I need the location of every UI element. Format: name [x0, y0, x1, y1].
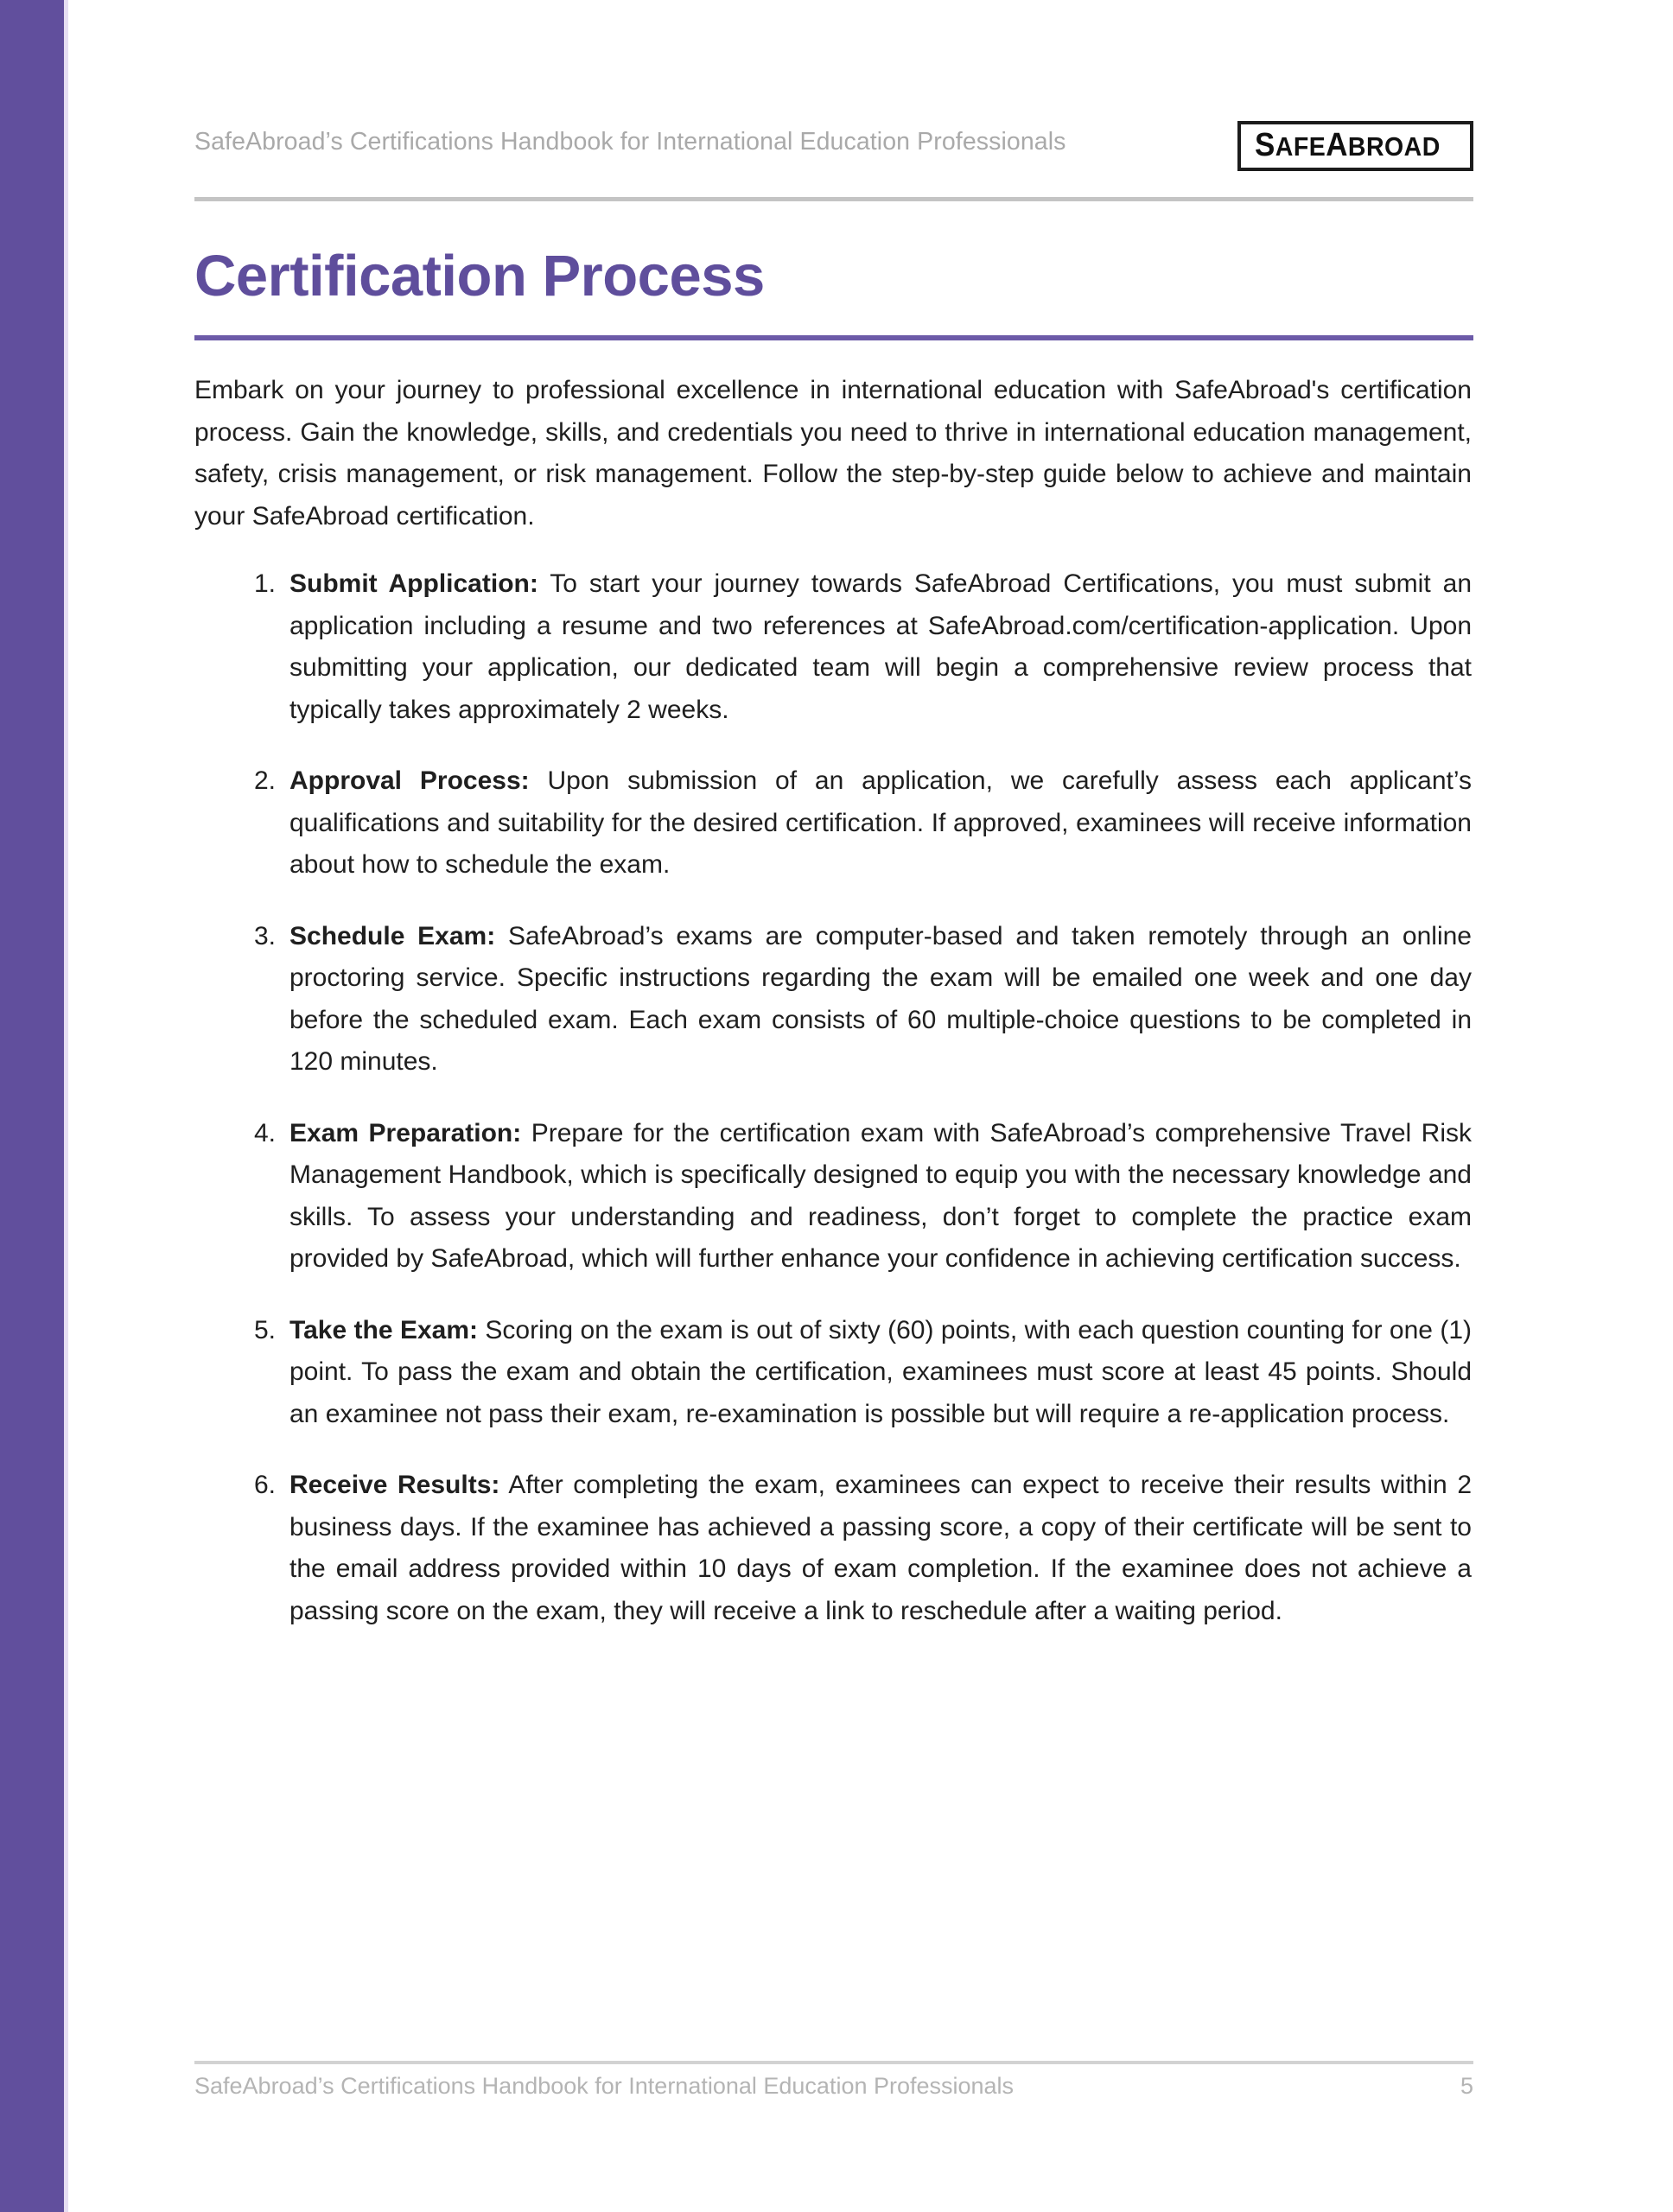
list-item-heading: Receive Results: [289, 1471, 500, 1499]
list-item-number: 6. [253, 1471, 276, 1499]
list-item-number: 4. [253, 1118, 276, 1147]
list-item-heading: Exam Preparation: [289, 1118, 522, 1147]
list-item-body [289, 1465, 1472, 1632]
list-item-number: 3. [253, 921, 276, 950]
list-item [194, 1113, 1472, 1281]
list-item-text: Scoring on the exam is out of sixty (60) points, with each question counting for one (1) point. To pass the exam and obtain the certification, examinees must score at least 45 points. Should an examinee not pass their exam, re-examination is possible but will require a re-application process. [289, 1315, 1472, 1428]
list-item-number: 5. [253, 1315, 276, 1344]
list-item-number: 1. [253, 569, 276, 598]
list-item-text: Upon submission of an application, we carefully assess each applicant’s qualifications and suitability for the desired certification. If approved, examinees will receive information about how to schedule the exam. [289, 766, 1473, 879]
list-item [194, 1310, 1472, 1436]
safeabroad-logo-text [1255, 129, 1441, 162]
list-item [194, 563, 1472, 731]
page-title: Certification Process [194, 244, 765, 308]
certification-steps-list [194, 563, 1472, 1662]
intro-paragraph: Embark on your journey to professional excellence in international education with SafeAbroad's certification process. Gain the knowledge, skills, and credentials you need to thrive in international education management, safety, crisis management, or risk management. Follow the step-by-step guide below to achieve and maintain your SafeAbroad certification. [194, 376, 1472, 531]
page-accent-bar [0, 0, 64, 2212]
logo-letter-a: A [1325, 127, 1348, 163]
list-item-body [289, 1310, 1472, 1436]
safeabroad-logo [1237, 121, 1473, 171]
list-item-text: Prepare for the certification exam with SafeAbroad’s comprehensive Travel Risk Management Handbook, which is specifically designed to equip you with the necessary knowledge and skills. To assess your understanding and readiness, don’t forget to complete the practice exam provided by SafeAbroad, which will further enhance your confidence in achieving certification success. [289, 1118, 1472, 1273]
list-item-body [289, 1113, 1472, 1281]
list-item-body [289, 760, 1472, 887]
list-item [194, 916, 1472, 1084]
footer-divider [194, 2061, 1473, 2064]
list-item-heading: Schedule Exam: [289, 921, 496, 950]
list-item-heading: Approval Process: [289, 766, 530, 795]
logo-letter-s: S [1254, 127, 1275, 163]
list-item-body [289, 563, 1472, 731]
running-header-title: SafeAbroad’s Certifications Handbook for International Education Professionals [194, 128, 1066, 156]
logo-letters-afe: AFE [1275, 131, 1326, 162]
list-item-heading: Submit Application: [289, 569, 538, 598]
list-item-number: 2. [253, 766, 276, 795]
page-header [194, 121, 1473, 181]
list-item-text: To start your journey towards SafeAbroad Certifications, you must submit an application including a resume and two references at SafeAbroad.com/certification-application. Upon submitting your application, our dedicated team will begin a comprehensive review process that typically takes approximately 2 weeks. [289, 569, 1473, 724]
logo-letters-broad: BROAD [1347, 131, 1441, 162]
page-content [194, 0, 1473, 2212]
list-item [194, 1465, 1472, 1632]
page-accent-bar-edge [64, 0, 68, 2212]
page-number: 5 [1460, 2073, 1473, 2099]
list-item-heading: Take the Exam: [289, 1315, 478, 1344]
header-divider [194, 197, 1473, 201]
list-item-body [289, 916, 1472, 1084]
list-item-text: SafeAbroad’s exams are computer-based and taken remotely through an online proctoring service. Specific instructions regarding the exam will be emailed one week and one day before the scheduled exam. Each exam consists of 60 multiple-choice questions to be completed in 120 minutes. [289, 921, 1472, 1076]
title-divider [194, 335, 1473, 340]
footer-title: SafeAbroad’s Certifications Handbook for International Education Professionals [194, 2073, 1015, 2099]
list-item-text: After completing the exam, examinees can expect to receive their results within 2 business days. If the examinee has achieved a passing score, a copy of their certificate will be sent to the email address provided within 10 days of exam completion. If the examinee does not achieve a passing score on the exam, they will receive a link to reschedule after a waiting period. [289, 1471, 1472, 1625]
list-item [194, 760, 1472, 887]
